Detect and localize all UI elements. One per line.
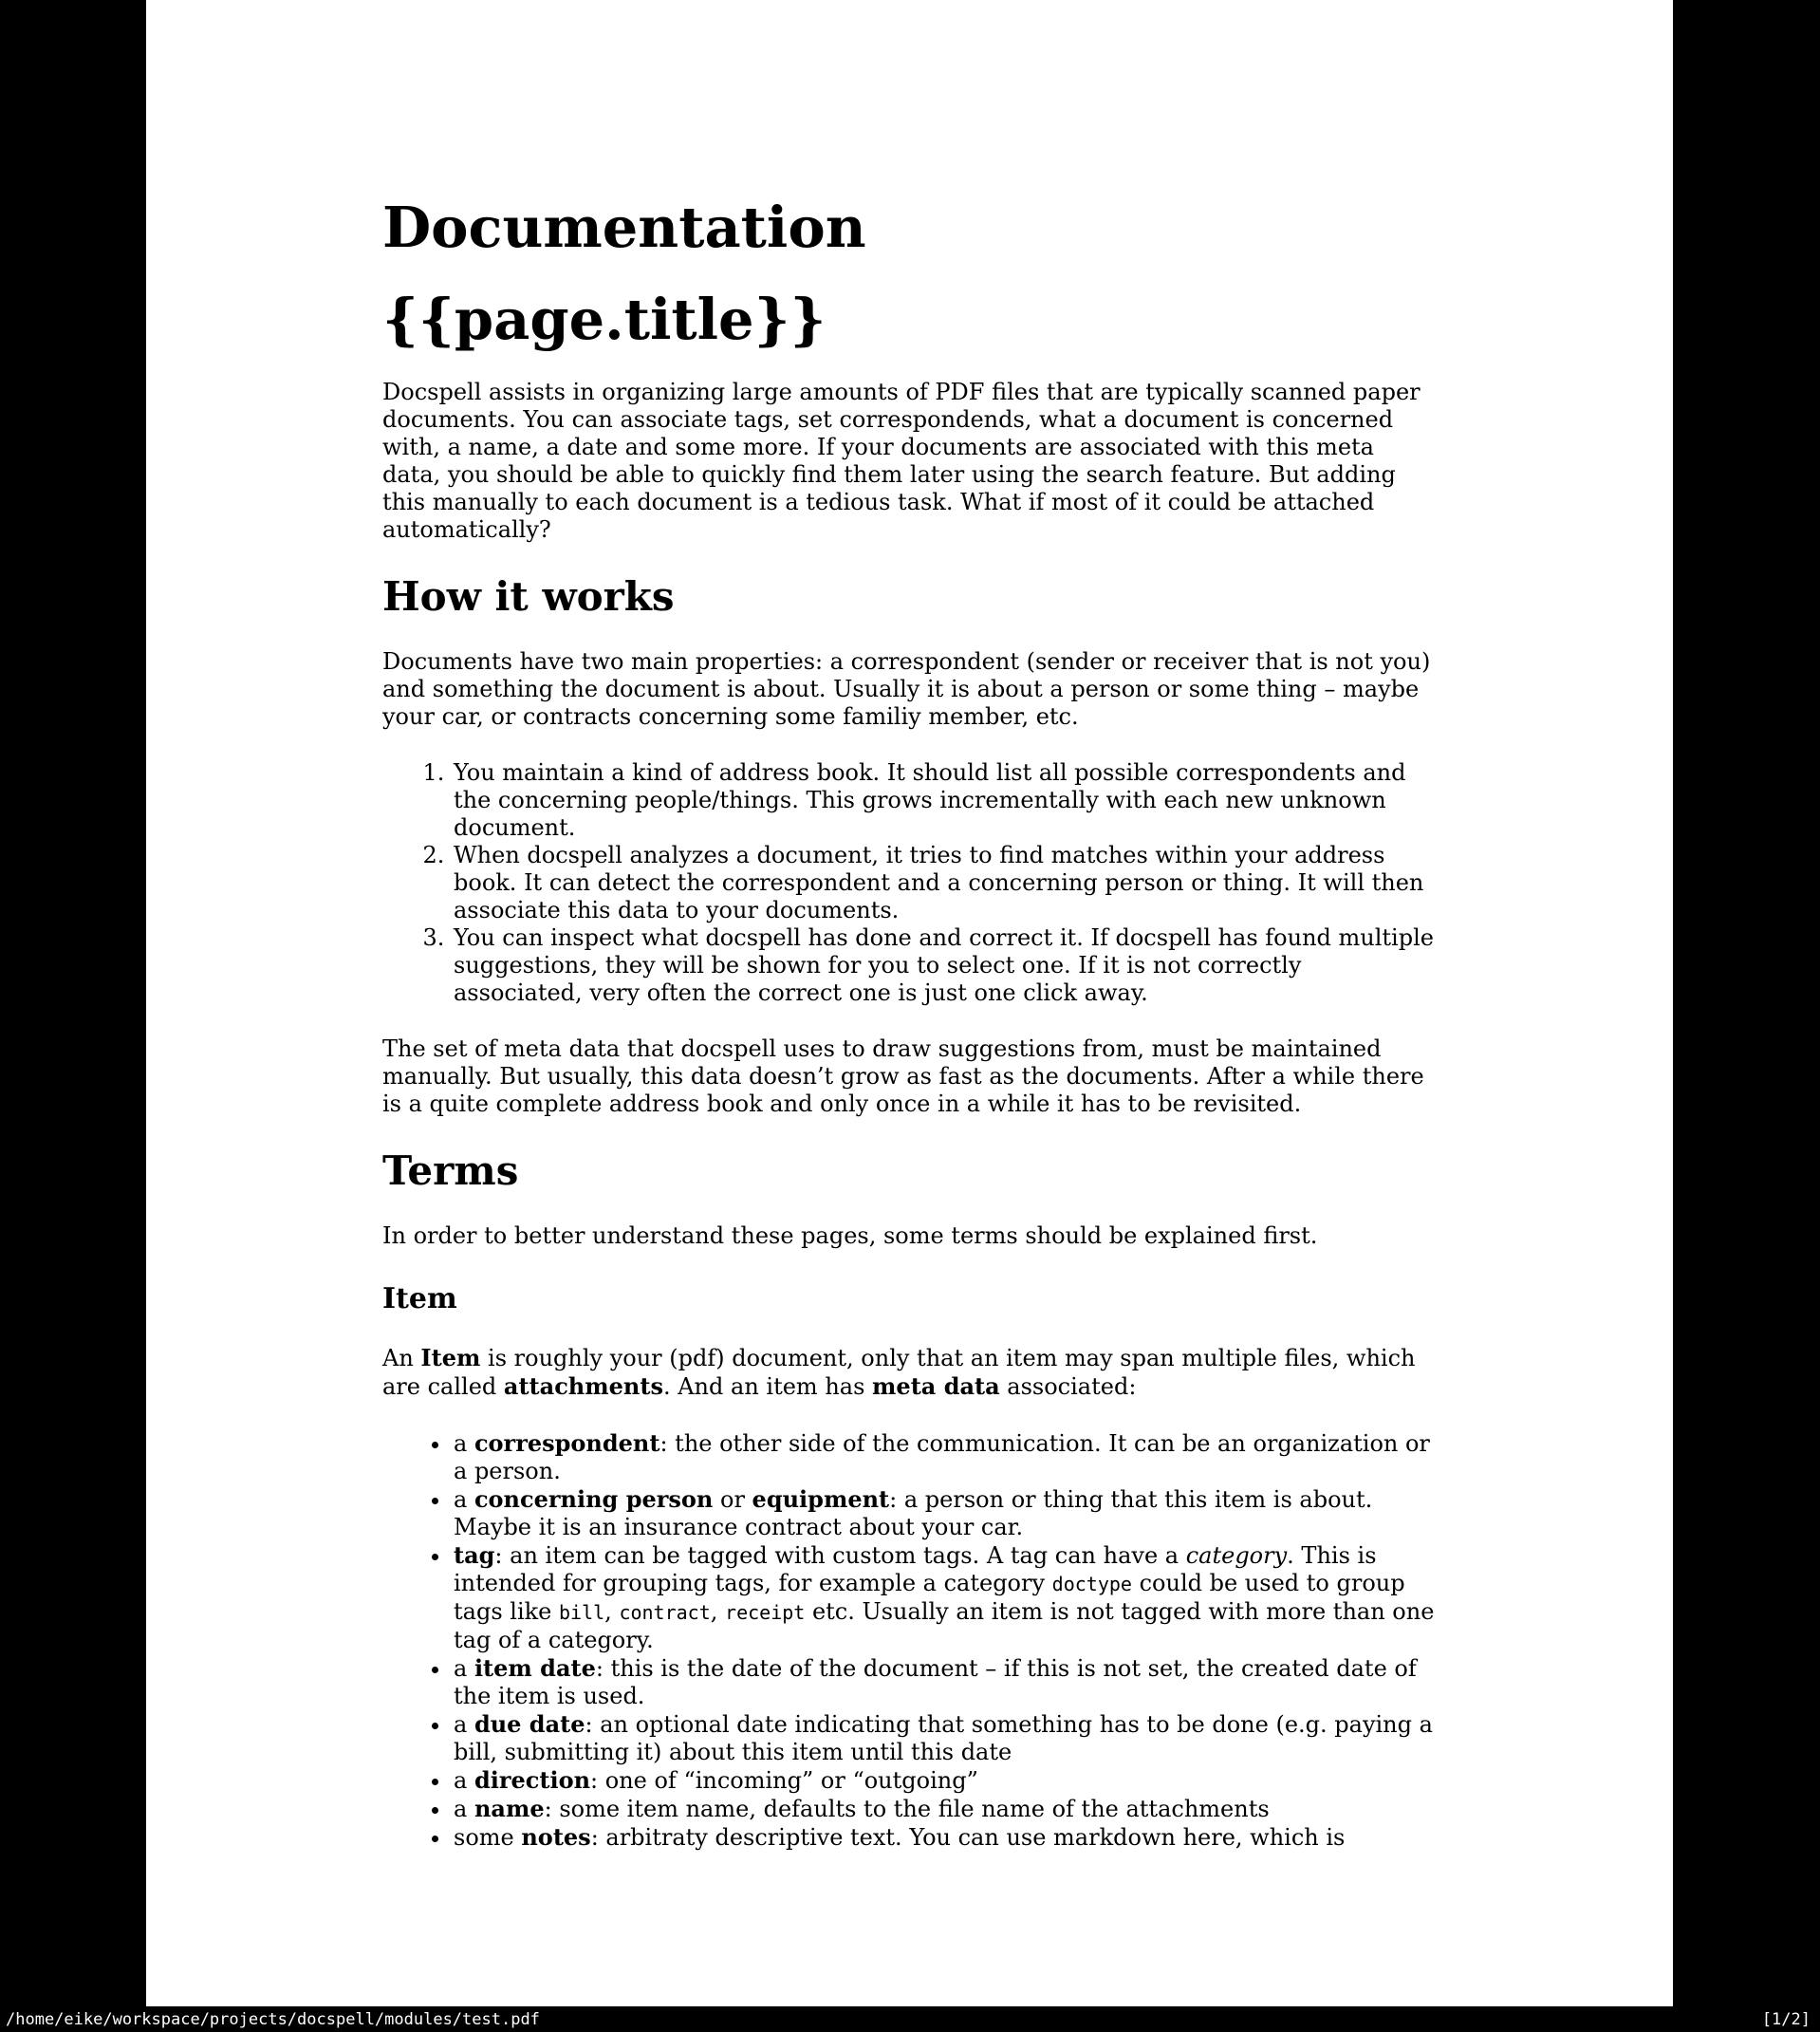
list-item: • a concerning person or equipment: a person or thing that this item is about. Maybe it is an insurance contract about your car. xyxy=(452,1485,1436,1541)
heading-item: Item xyxy=(382,1282,457,1315)
statusbar-page-indicator: [1/2] xyxy=(1761,2009,1811,2029)
list-item: • some notes: arbitraty descriptive text. You can use markdown here, which is xyxy=(452,1823,1436,1852)
list-item: 2. When docspell analyzes a document, it tries to find matches within your address book. It can detect the correspondent and a concerning person or thing. It will then associate this data to your documents. xyxy=(452,842,1436,924)
list-item: 3. You can inspect what docspell has done and correct it. If docspell has found multiple suggestions, they will be shown for you to select one. If it is not correctly associated, very often the correct one is just one click away. xyxy=(452,924,1436,1007)
list-item: • a correspondent: the other side of the communication. It can be an organization or a person. xyxy=(452,1429,1436,1485)
list-item: • a item date: this is the date of the document – if this is not set, the created date of the item is used. xyxy=(452,1654,1436,1710)
heading-how-it-works: How it works xyxy=(382,573,675,620)
how-it-works-outro: The set of meta data that docspell uses to draw suggestions from, must be maintained manually. But usually, this data doesn’t grow as fast as the documents. After a while there is a quite complete address book and only once in a while it has to be revisited. xyxy=(382,1035,1424,1117)
terms-lead: In order to better understand these pages, some terms should be explained first. xyxy=(382,1222,1318,1249)
list-item: 1. You maintain a kind of address book. It should list all possible correspondents and the concerning people/things. This grows incrementally with each new unknown document. xyxy=(452,759,1436,842)
item-lead: An Item is roughly your (pdf) document, only that an item may span multiple files, which are called attachments. And an item has meta data associated: xyxy=(382,1344,1416,1400)
list-item: • tag: an item can be tagged with custom tags. A tag can have a category. This is intended for grouping tags, for example a category doctype could be used to group tags like bill, contract, receipt etc. Usually an item is not tagged with more than one tag of a category. xyxy=(452,1541,1436,1654)
how-it-works-steps xyxy=(382,759,1436,1007)
list-item: • a due date: an optional date indicating that something has to be done (e.g. paying a bill, submitting it) about this item until this date xyxy=(452,1710,1436,1766)
pdf-page[interactable] xyxy=(146,0,1673,2006)
statusbar xyxy=(0,2006,1820,2032)
item-meta-list xyxy=(382,1429,1436,1852)
list-item: • a direction: one of “incoming” or “outgoing” xyxy=(452,1766,1436,1795)
doc-template-title: {{page.title}} xyxy=(382,287,826,352)
heading-terms: Terms xyxy=(382,1147,519,1194)
how-it-works-lead: Documents have two main properties: a correspondent (sender or receiver that is not you) and something the document is about. Usually it is about a person or some thing – maybe your car, or contracts concerning some familiy member, etc. xyxy=(382,648,1431,730)
list-item: • a name: some item name, defaults to the file name of the attachments xyxy=(452,1795,1436,1823)
intro-paragraph: Docspell assists in organizing large amounts of PDF files that are typically scanned paper documents. You can associate tags, set correspondends, what a document is concerned with, a name, a date and some more. If your documents are associated with this meta data, you should be able to quickly find them later using the search feature. But adding this manually to each document is a tedious task. What if most of it could be attached automatically? xyxy=(382,379,1421,543)
doc-title: Documentation xyxy=(382,195,866,260)
statusbar-file-path: /home/eike/workspace/projects/docspell/modules/test.pdf xyxy=(6,2009,540,2029)
